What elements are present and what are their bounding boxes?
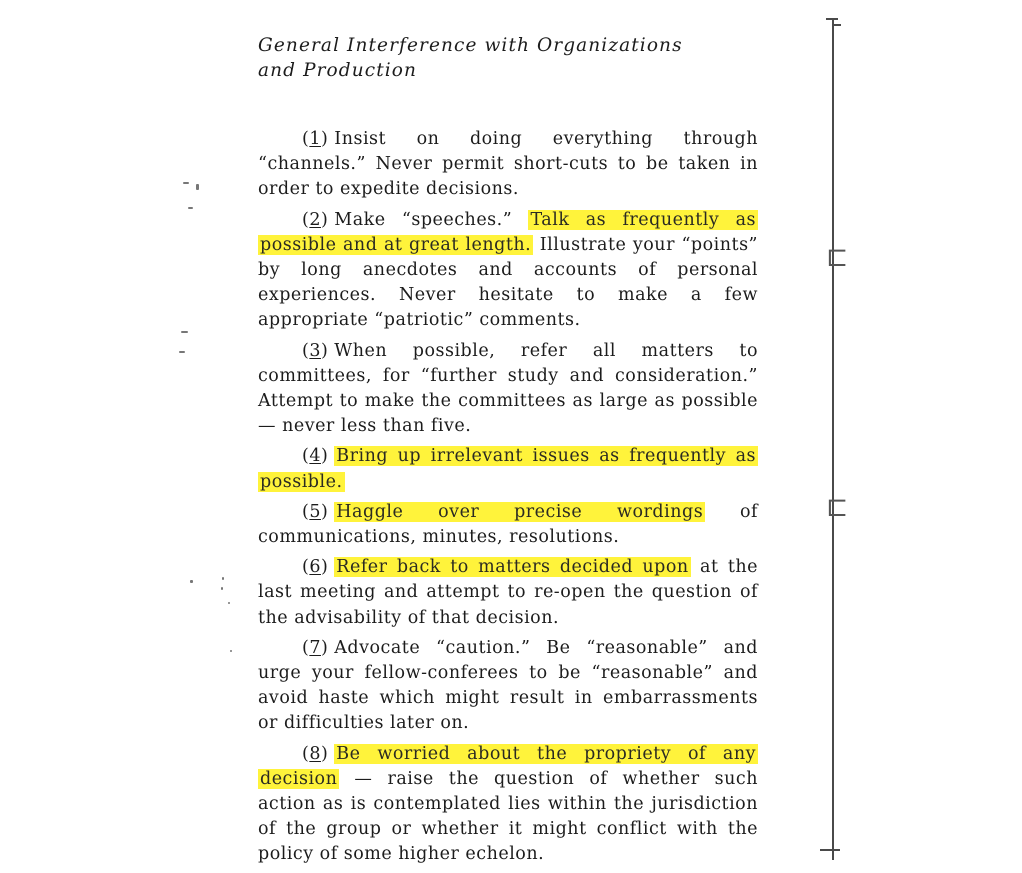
item-number: (1) bbox=[302, 129, 329, 149]
item-list bbox=[258, 127, 758, 873]
margin-rule bbox=[832, 18, 834, 860]
margin-bracket-mark: ⊏ bbox=[826, 243, 849, 273]
highlighted-text: Talk as frequently as possible and at great length. bbox=[260, 209, 756, 255]
item-number: (8) bbox=[302, 743, 329, 764]
item-text-continued: Illustrate your “points” by long anecdotes and accounts of personal experiences. Never hesitate to make a few appropriate “patriotic” comments. bbox=[258, 234, 758, 331]
scan-speck bbox=[230, 650, 232, 652]
item-8 bbox=[258, 742, 758, 868]
scan-speck bbox=[190, 580, 193, 583]
highlighted-text: Be worried about the propriety of any decision bbox=[260, 743, 756, 789]
item-number: (6) bbox=[302, 557, 329, 578]
item-text-continued: — raise the question of whether such action as is contemplated lies within the jurisdiction of the group or whether it might conflict with the policy of some higher echelon. bbox=[258, 768, 758, 865]
item-5 bbox=[258, 500, 758, 550]
item-text-continued: of communications, minutes, resolutions. bbox=[258, 501, 758, 548]
margin-bracket-mark: ⊏ bbox=[826, 493, 849, 523]
item-number: (2) bbox=[302, 209, 329, 230]
item-2 bbox=[258, 208, 758, 334]
highlighted-text: Bring up irrelevant issues as frequently as possible. bbox=[260, 446, 756, 492]
item-number: (5) bbox=[302, 501, 329, 522]
item-number: (4) bbox=[302, 446, 329, 467]
scan-speck bbox=[196, 184, 199, 190]
scan-speck bbox=[181, 331, 188, 333]
margin-tick bbox=[826, 18, 838, 20]
item-text: Insist on doing everything through “channels.” Never permit short-cuts to be taken in order to expedite decisions. bbox=[258, 129, 758, 200]
item-3 bbox=[258, 339, 758, 440]
section-heading-line-1: General Interference with Organizations bbox=[258, 35, 683, 56]
margin-tick bbox=[820, 849, 840, 851]
scan-speck bbox=[183, 182, 189, 184]
item-text: Make “speeches.” bbox=[334, 209, 529, 230]
item-number: (7) bbox=[302, 637, 329, 658]
item-7 bbox=[258, 636, 758, 737]
section-heading-line-2: and Production bbox=[258, 60, 418, 81]
item-4 bbox=[258, 444, 758, 494]
item-number: (3) bbox=[302, 340, 329, 361]
section-heading bbox=[258, 33, 718, 83]
highlighted-text: Haggle over precise wordings bbox=[336, 501, 704, 522]
scan-speck bbox=[222, 577, 224, 580]
item-6 bbox=[258, 555, 758, 631]
item-text-continued: at the last meeting and attempt to re-open the question of the advisability of that decision. bbox=[258, 557, 758, 628]
margin-tick bbox=[833, 24, 841, 26]
highlighted-text: Refer back to matters decided upon bbox=[336, 557, 689, 578]
item-text: When possible, refer all matters to committees, for “further study and consideration.” Attempt to make the committees as large as possible — never less than five. bbox=[258, 340, 758, 437]
scan-speck bbox=[188, 207, 193, 209]
item-text: Advocate “caution.” Be “reasonable” and urge your fellow-conferees to be “reasonable” and avoid haste which might result in embarrassments or difficulties later on. bbox=[258, 637, 758, 734]
scan-speck bbox=[221, 587, 223, 590]
scan-speck bbox=[228, 602, 230, 604]
item-1 bbox=[258, 127, 758, 203]
scan-speck bbox=[179, 351, 185, 353]
